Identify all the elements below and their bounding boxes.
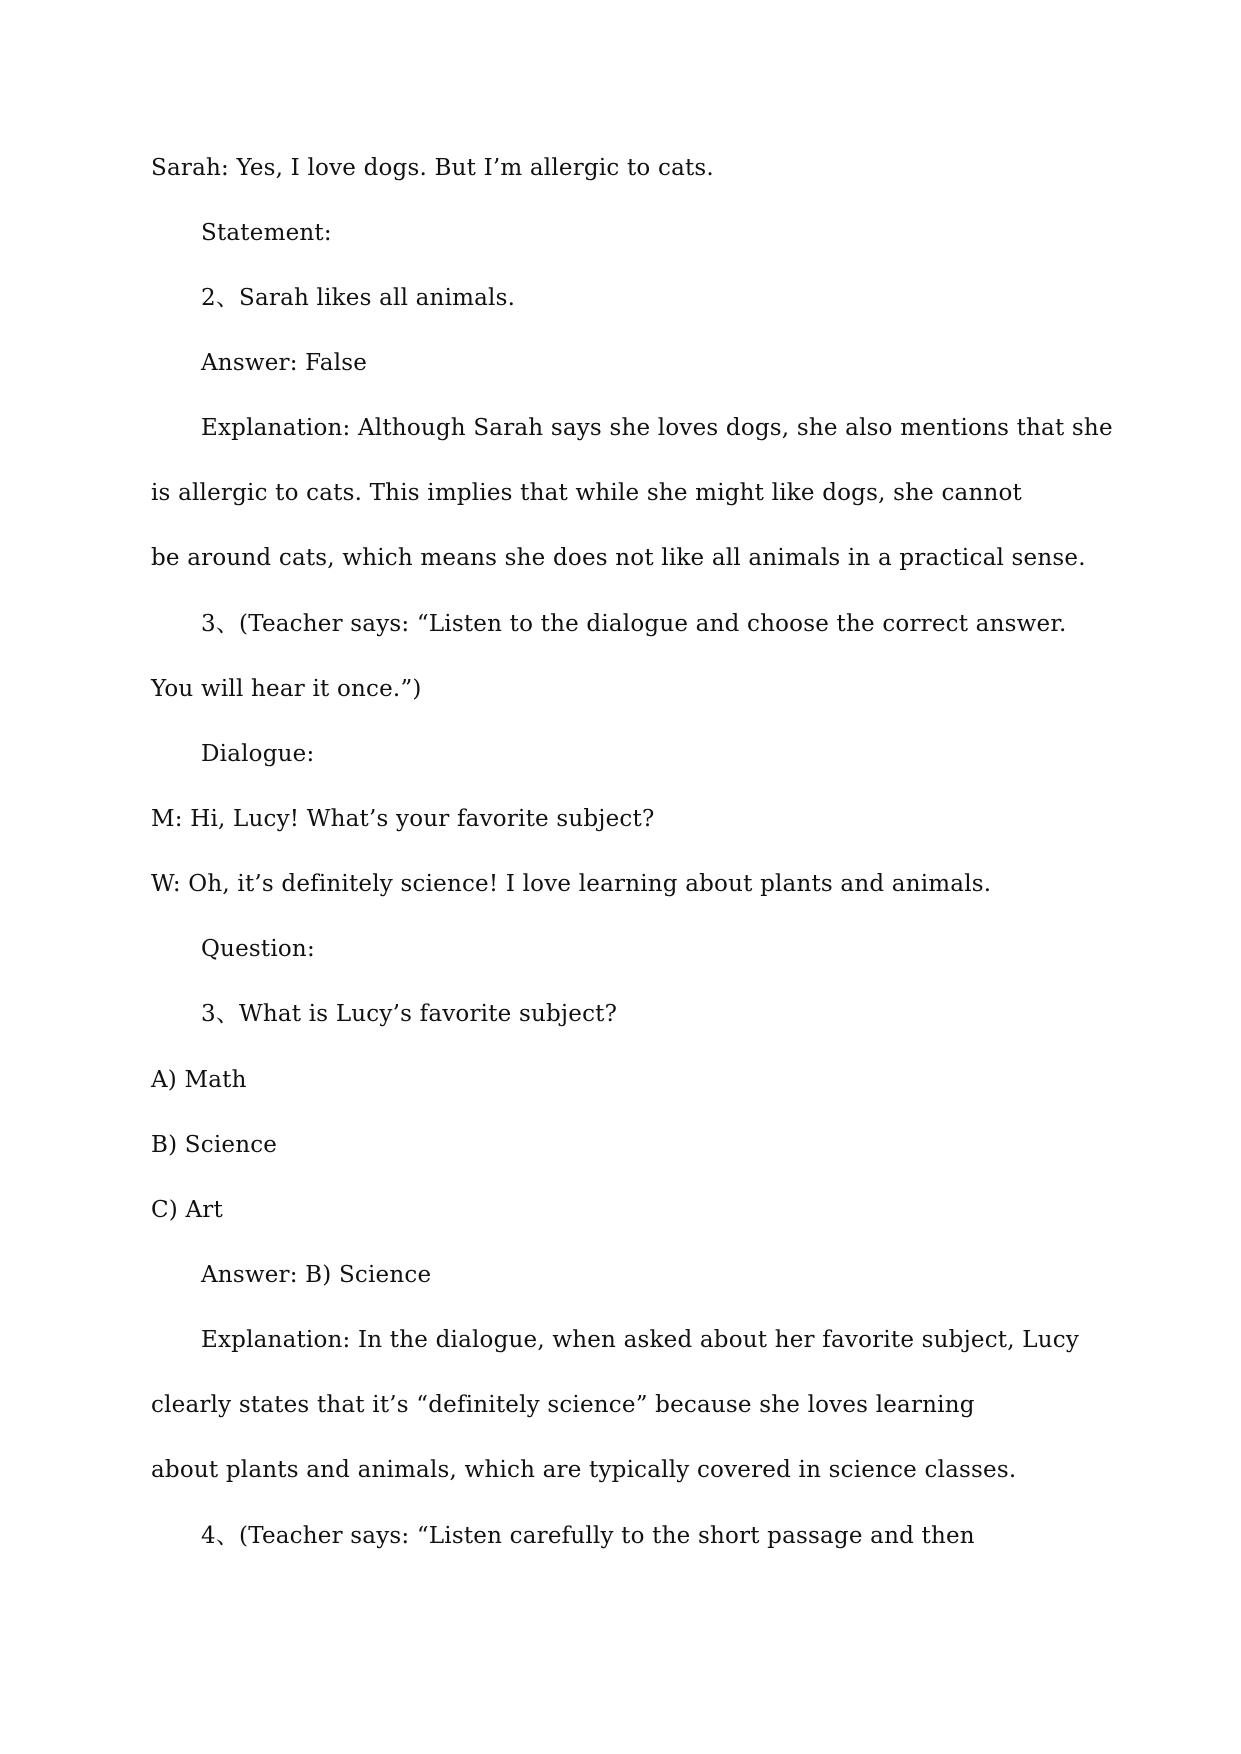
- option-c: C) Art: [151, 1197, 223, 1223]
- explanation-3-line-3: about plants and animals, which are typically covered in science classes.: [151, 1457, 1017, 1483]
- answer-2: Answer: False: [201, 350, 368, 376]
- instruction-3-line-2: You will hear it once.”): [151, 676, 422, 702]
- answer-3: Answer: B) Science: [201, 1262, 432, 1288]
- dialogue-label: Dialogue:: [201, 741, 315, 767]
- question-label: Question:: [201, 936, 315, 962]
- explanation-2-line-2: is allergic to cats. This implies that while she might like dogs, she cannot: [151, 480, 1022, 506]
- dialogue-line-sarah: Sarah: Yes, I love dogs. But I’m allergic to cats.: [151, 155, 714, 181]
- explanation-2-line-1: Explanation: Although Sarah says she loves dogs, she also mentions that she: [201, 415, 1113, 441]
- option-b: B) Science: [151, 1132, 278, 1158]
- instruction-4-line-1: 4、(Teacher says: “Listen carefully to the short passage and then: [201, 1523, 975, 1549]
- option-a: A) Math: [151, 1067, 247, 1093]
- statement-label: Statement:: [201, 220, 332, 246]
- instruction-3-line-1: 3、(Teacher says: “Listen to the dialogue and choose the correct answer.: [201, 611, 1067, 637]
- question-3: 3、What is Lucy’s favorite subject?: [201, 1001, 618, 1027]
- dialogue-line-w: W: Oh, it’s definitely science! I love learning about plants and animals.: [151, 871, 992, 897]
- dialogue-line-m: M: Hi, Lucy! What’s your favorite subject?: [151, 806, 655, 832]
- explanation-2-line-3: be around cats, which means she does not like all animals in a practical sense.: [151, 545, 1086, 571]
- explanation-3-line-1: Explanation: In the dialogue, when asked about her favorite subject, Lucy: [201, 1327, 1080, 1353]
- statement-2: 2、Sarah likes all animals.: [201, 285, 516, 311]
- explanation-3-line-2: clearly states that it’s “definitely science” because she loves learning: [151, 1392, 975, 1418]
